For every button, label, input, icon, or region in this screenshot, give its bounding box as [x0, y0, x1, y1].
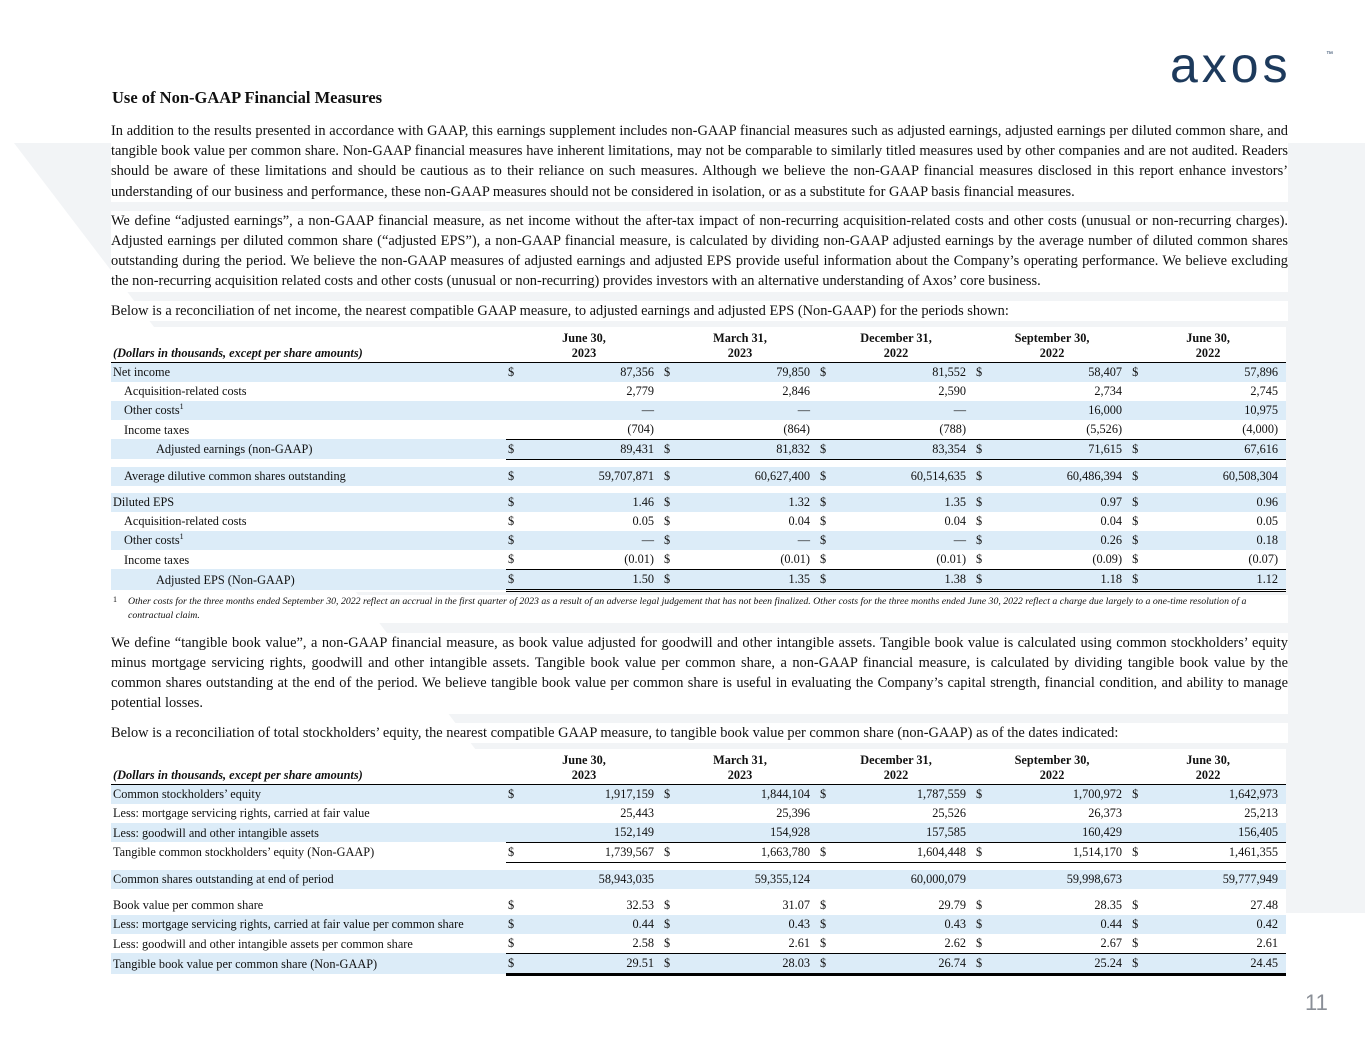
table-row: Common stockholders’ equity $ 1,917,159 $ 1,844,104 $ 1,787,559 $ 1,700,972 $ 1,642,973 — [111, 784, 1286, 804]
period-header: December 31, 2022 — [860, 330, 932, 360]
period-header: September 30, 2022 — [1014, 752, 1090, 782]
units-label: (Dollars in thousands, except per share amounts) — [113, 345, 363, 360]
table-row: Book value per common share $ 32.53 $ 31.07 $ 29.79 $ 28.35 $ 27.48 — [113, 898, 1279, 913]
table-row: Income taxes $ (0.01) $ (0.01) $ (0.01) $ (0.09) $ (0.07) — [124, 552, 1279, 567]
period-header: March 31, 2023 — [713, 330, 767, 360]
table-row: Common shares outstanding at end of period 58,943,035 59,355,124 60,000,079 59,998,673 59,777,949 — [111, 870, 1286, 889]
table-row: Average dilutive common shares outstanding $ 59,707,871 $ 60,627,400 $ 60,514,635 $ 60,486,394 $ 60,508,304 — [111, 467, 1286, 486]
table-row: Net income $ 87,356 $ 79,850 $ 81,552 $ 58,407 $ 57,896 — [111, 362, 1286, 382]
table-header-row — [111, 749, 1286, 785]
table-row-total: Tangible common stockholders’ equity (Non-GAAP) $ 1,739,567 $ 1,663,780 $ 1,604,448 $ 1,514,170 $ 1,461,355 — [111, 842, 1286, 862]
paragraph-tangible-book-value: We define “tangible book value”, a non-GAAP financial measure, as book value adjusted for goodwill and other intangible assets. Tangible book value is calculated using common stockholders’ equity minus mortgage servicing rights, goodwill and other intangible assets. Tangible book value per common share, a non-GAAP financial measure, is calculated by dividing tangible book value by the common shares outstanding at the end of the period. We believe tangible book value per common share is useful in evaluating the Company’s capital strength, financial condition, and ability to manage potential losses. — [111, 633, 1288, 714]
document-body — [111, 88, 1288, 976]
svg-text:axos: axos — [1170, 44, 1292, 90]
units-label: (Dollars in thousands, except per share amounts) — [113, 767, 363, 782]
tangible-book-value-table — [111, 749, 1286, 976]
table-row: Less: mortgage servicing rights, carried at fair value 25,443 25,396 25,526 26,373 25,213 — [113, 806, 1279, 821]
period-header: June 30, 2022 — [1186, 330, 1230, 360]
paragraph-reconciliation-eps: Below is a reconciliation of net income, the nearest compatible GAAP measure, to adjusted earnings and adjusted EPS (Non-GAAP) for the periods shown: — [111, 301, 1288, 321]
period-header: June 30, 2023 — [562, 752, 606, 782]
table-header-row — [111, 327, 1286, 363]
period-header: June 30, 2022 — [1186, 752, 1230, 782]
paragraph-adjusted-earnings: We define “adjusted earnings”, a non-GAAP financial measure, as net income without the after-tax impact of non-recurring acquisition-related costs and other costs (unusual or non-recurring charges). Adjusted earnings per diluted common share (“adjusted EPS”), a non-GAAP financial measure, is calculated by dividing non-GAAP adjusted earnings by the average number of diluted common shares outstanding during the period. We believe the non-GAAP measures of adjusted earnings and adjusted EPS provide useful information about the Company’s operating performance. We believe excluding the non-recurring acquisition related costs and other costs (unusual or non-recurring) provides investors with an alternative understanding of Axos’ core business. — [111, 211, 1288, 292]
paragraph-intro: In addition to the results presented in accordance with GAAP, this earnings supplement includes non-GAAP financial measures such as adjusted earnings, adjusted earnings per diluted common share, and tangible book value per common share. Non-GAAP financial measures have inherent limitations, may not be comparable to similarly titled measures used by other companies and are not audited. Readers should be aware of these limitations and should be cautious as to their reliance on such measures. Although we believe the non-GAAP financial measures disclosed in this report enhance investors’ understanding of our business and performance, these non-GAAP measures should not be considered in isolation, or as a substitute for GAAP basis financial measures. — [111, 121, 1288, 202]
table-row: Diluted EPS $ 1.46 $ 1.32 $ 1.35 $ 0.97 $ 0.96 — [111, 493, 1286, 512]
page-number: 11 — [1305, 990, 1328, 1015]
adjusted-earnings-table — [111, 327, 1286, 592]
table-row: Other costs$^1$ — — — 16,000 10,975 — [111, 401, 1286, 420]
period-header: March 31, 2023 — [713, 752, 767, 782]
table-row: Acquisition-related costs 2,779 2,846 2,590 2,734 2,745 — [124, 384, 1279, 399]
period-header: June 30, 2023 — [562, 330, 606, 360]
section-heading: Use of Non-GAAP Financial Measures — [112, 88, 383, 107]
table-row-total: Tangible book value per common share (Non-GAAP) $ 29.51 $ 28.03 $ 26.74 $ 25.24 $ 24.45 — [111, 953, 1286, 974]
table-row: Less: mortgage servicing rights, carried at fair value per common share $ 0.44 $ 0.43 $ 0.43 $ 0.44 $ 0.42 — [111, 915, 1286, 934]
table-row: Less: goodwill and other intangible assets 152,149 154,928 157,585 160,429 156,405 — [111, 823, 1286, 843]
table-row-total: Adjusted EPS (Non-GAAP) $ 1.50 $ 1.35 $ 1.38 $ 1.18 $ 1.12 — [111, 569, 1286, 590]
axos-logo — [1170, 44, 1335, 90]
footnote: 1 Other costs for the three months ended September 30, 2022 reflect an accrual in the first quarter of 2023 as a result of an adverse legal judgement that has not been finalized. Other costs for the three months ended June 30, 2022 reflect a charge due largely to a one-time resolution of a contractual claim. — [111, 595, 1288, 623]
period-header: December 31, 2022 — [860, 752, 932, 782]
table-row-total: Adjusted earnings (non-GAAP) $ 89,431 $ 81,832 $ 83,354 $ 71,615 $ 67,616 — [111, 439, 1286, 459]
paragraph-reconciliation-tbv: Below is a reconciliation of total stockholders’ equity, the nearest compatible GAAP measure, to tangible book value per common share (non-GAAP) as of the dates indicated: — [111, 723, 1288, 743]
table-row: Other costs$^1$ $ — $ — $ — $ 0.26 $ 0.18 — [111, 531, 1286, 550]
period-header: September 30, 2022 — [1014, 330, 1090, 360]
table-row: Less: goodwill and other intangible assets per common share $ 2.58 $ 2.61 $ 2.62 $ 2.67 $ 2.61 — [113, 936, 1279, 951]
table-row: Income taxes (704) (864) (788) (5,526) (4,000) — [124, 422, 1279, 437]
table-row: Acquisition-related costs $ 0.05 $ 0.04 $ 0.04 $ 0.04 $ 0.05 — [124, 514, 1279, 529]
svg-text:™: ™ — [1326, 51, 1333, 58]
